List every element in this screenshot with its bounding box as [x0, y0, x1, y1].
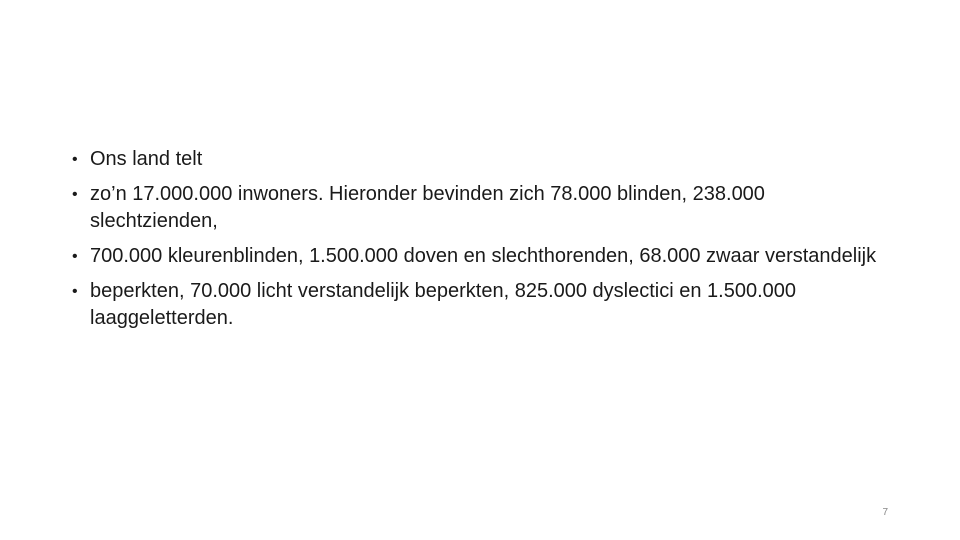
bullet-mark: • [72, 248, 78, 265]
bullet-list [72, 146, 892, 340]
bullet-mark: • [72, 151, 78, 168]
bullet-text: 700.000 kleurenblinden, 1.500.000 doven en slechthorenden, 68.000 zwaar verstandelijk [90, 245, 877, 267]
bullet-item [72, 243, 892, 270]
bullet-text: beperkten, 70.000 licht verstandelijk beperkten, 825.000 dyslectici en 1.500.000 laaggeletterden. [90, 280, 797, 329]
page-number: 7 [882, 507, 888, 518]
bullet-mark: • [72, 186, 78, 203]
bullet-item [72, 181, 892, 235]
bullet-text: zo’n 17.000.000 inwoners. Hieronder bevinden zich 78.000 blinden, 238.000 slechtzienden, [90, 183, 765, 232]
bullet-item [72, 278, 892, 332]
bullet-mark: • [72, 283, 78, 300]
bullet-text: Ons land telt [90, 148, 203, 170]
bullet-item [72, 146, 892, 173]
